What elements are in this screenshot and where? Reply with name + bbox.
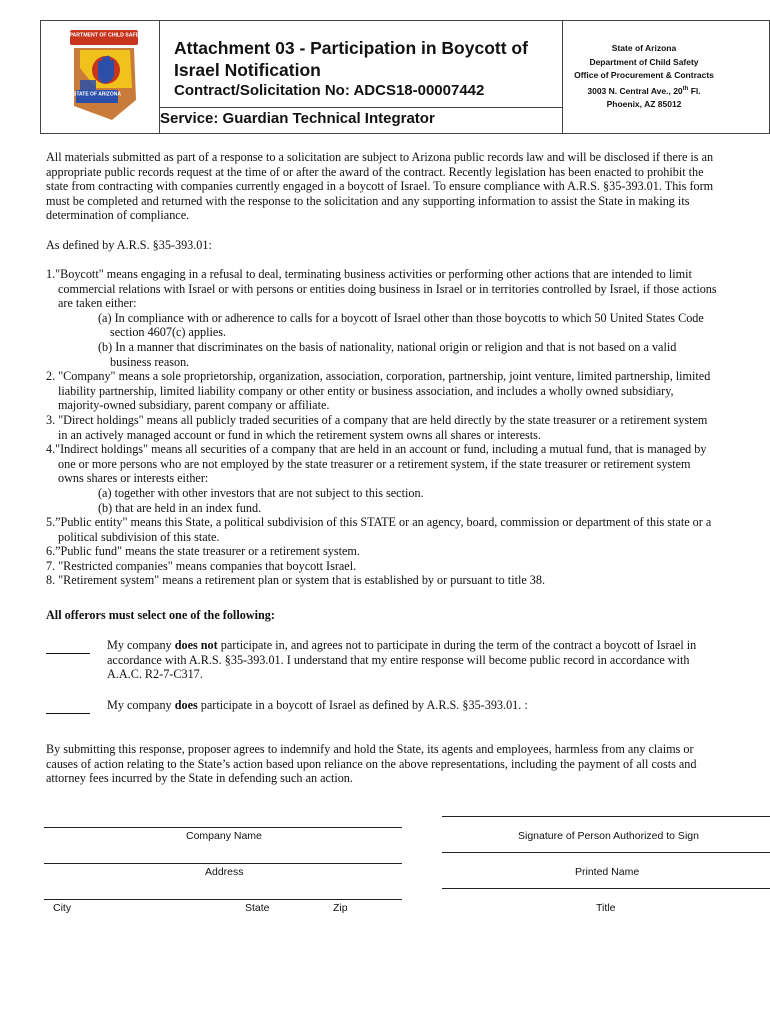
definition-boycott-b: (b) In a manner that discriminates on the basis of nationality, national origin or religion and that is not based on a valid business reason.: [98, 339, 677, 369]
dcs-logo: [56, 28, 152, 124]
agency-line-2: Department of Child Safety: [589, 56, 699, 67]
printed-name-line[interactable]: [442, 852, 770, 853]
agency-line-1: State of Arizona: [611, 43, 677, 53]
definition-company: 2. "Company" means a sole proprietorship, organization, association, corporation, partnership, joint venture, limited partnership, limited liability partnership, limited liability company or other entity or business association, and includes a wholly owned subsidiary, majority-owned subsidiary, parent company or affiliate.: [46, 369, 711, 413]
state-label: State: [245, 902, 270, 914]
signature-line[interactable]: [442, 816, 770, 817]
title-line[interactable]: [442, 888, 770, 889]
definition-boycott-a: (a) In compliance with or adherence to calls for a boycott of Israel other than those boycotts to which 50 United States Code section 4607(c) applies.: [98, 310, 704, 340]
agency-line-5: Phoenix, AZ 85012: [606, 98, 682, 109]
header-divider-right: [562, 21, 563, 133]
page-title: [174, 37, 528, 81]
indemnify-paragraph: By submitting this response, proposer agrees to indemnify and hold the State, its agents and employees, harmless from any claims or causes of action relating to the State’s action based upon reliance on the above representations, including the payment of all costs and attorney fees incurred by the State in defending such an action.: [46, 742, 697, 786]
signature-label: Signature of Person Authorized to Sign: [518, 830, 699, 842]
logo-top-text: DEPARTMENT OF CHILD SAFETY: [62, 32, 146, 39]
header-divider-service: [159, 107, 562, 108]
definition-indirect-holdings: 4."Indirect holdings" means all securities of a company that are held in an account or fund, including a mutual fund, that is managed by one or more persons who are not employed by the state treasurer or a retirement system, if the state treasurer or retirement system owns shares or interests either:: [46, 442, 707, 486]
intro-paragraph: All materials submitted as part of a response to a solicitation are subject to Arizona public records law and will be disclosed if there is an appropriate public records request at the time of or after the award of the contract. Recently legislation has been enacted to prohibit the state from contracting with companies currently engaged in a boycott of Israel. To ensure compliance with A.R.S. §35-393.01. This form must be completed and returned with the response to the solicitation and any supporting information to assist the State in making its determination of compliance.: [46, 150, 714, 223]
definition-indirect-b: (b) that are held in an index fund.: [98, 500, 262, 515]
printed-name-label: Printed Name: [575, 866, 640, 878]
agency-line-4: 3003 N. Central Ave., 20th Fl.: [587, 85, 701, 96]
city-label: City: [53, 902, 72, 914]
company-name-line[interactable]: [44, 827, 402, 828]
company-name-label: Company Name: [186, 830, 262, 842]
title-line-1: Attachment 03 - Participation in Boycott of: [174, 38, 528, 58]
definitions-list: [46, 267, 718, 588]
logo-bottom-text: STATE OF ARIZONA: [73, 91, 121, 98]
service-name: Service: Guardian Technical Integrator: [160, 110, 435, 127]
agency-address: [564, 42, 724, 111]
definition-public-entity: 5.”Public entity" means this State, a political subdivision of this STATE or an agency, board, commission or department of this state or a political subdivision of this state.: [46, 515, 712, 544]
option-1-blank[interactable]: [46, 641, 90, 659]
city-state-zip-line[interactable]: [44, 899, 402, 900]
title-line-2: Israel Notification: [174, 60, 321, 80]
definition-public-fund: 6.”Public fund" means the state treasurer or a retirement system.: [46, 544, 360, 559]
offerors-heading: All offerors must select one of the following:: [46, 608, 275, 622]
definition-retirement-system: 8. "Retirement system" means a retirement plan or system that is established by or pursuant to title 38.: [46, 573, 546, 588]
defined-by: As defined by A.R.S. §35-393.01:: [46, 238, 212, 252]
option-2-text: My company does participate in a boycott of Israel as defined by A.R.S. §35-393.01. :: [107, 698, 528, 712]
arizona-state-logo-icon: [56, 28, 152, 124]
definition-restricted-companies: 7. "Restricted companies" means companies that boycott Israel.: [46, 558, 357, 573]
option-2-blank[interactable]: [46, 701, 90, 719]
zip-label: Zip: [333, 902, 348, 914]
definition-boycott: 1."Boycott" means engaging in a refusal to deal, terminating business activities or performing other actions that are intended to limit commercial relations with Israel or with persons or entities doing business in Israel or in territories controlled by Israel, if those actions are taken either:: [46, 267, 717, 311]
title-label: Title: [596, 902, 616, 914]
agency-line-3: Office of Procurement & Contracts: [574, 70, 714, 80]
contract-number: Contract/Solicitation No: ADCS18-00007442: [174, 82, 485, 99]
address-line[interactable]: [44, 863, 402, 864]
definition-indirect-a: (a) together with other investors that are not subject to this section.: [98, 485, 424, 500]
address-label: Address: [205, 866, 244, 878]
option-1-text: My company does not participate in, and agrees not to participate in during the term of the contract a boycott of Israel in accordance with A.R.S. §35-393.01. I understand that my entire response will become public record in accordance with A.A.C. R2-7-C317.: [107, 638, 697, 682]
definition-direct-holdings: 3. "Direct holdings" means all publicly traded securities of a company that are held directly by the state treasurer or a retirement system in an actively managed account or fund in which the retirement system owns all shares or interests.: [46, 412, 708, 442]
